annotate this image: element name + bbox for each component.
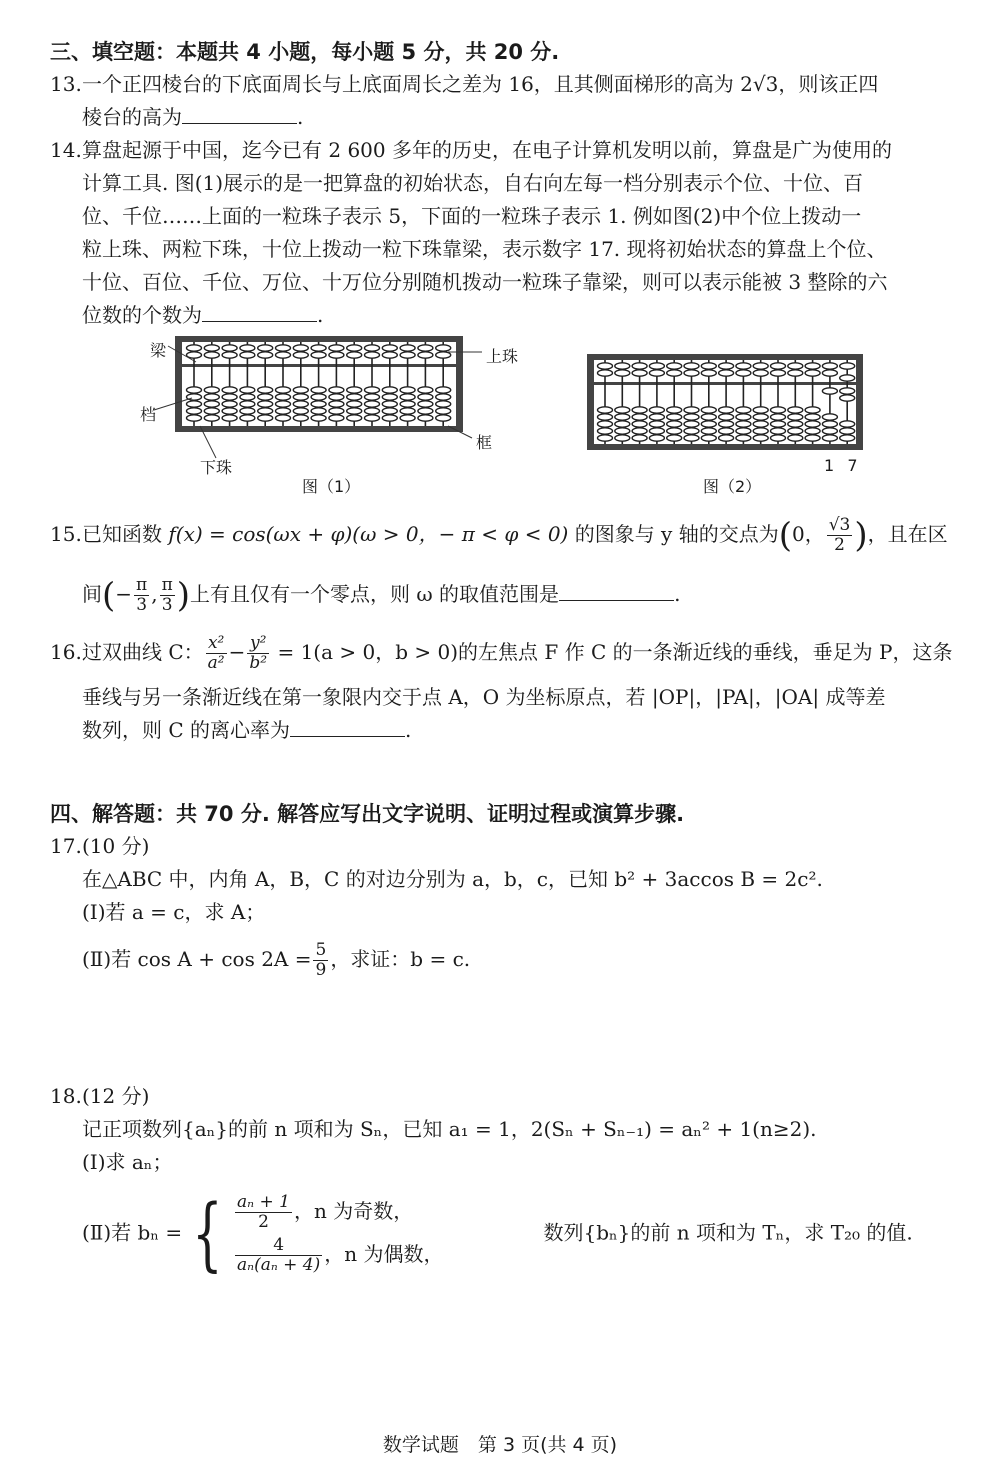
label-upper-bead: 上珠 bbox=[486, 347, 519, 366]
q14-line: 十位、百位、千位、万位、十万位分别随机拨动一粒珠子靠梁，则可以表示能被 3 整除的六 bbox=[82, 270, 888, 294]
abacus-bead bbox=[632, 435, 647, 441]
abacus-bead bbox=[365, 387, 380, 393]
abacus-bead bbox=[187, 408, 202, 414]
abacus-bead bbox=[258, 401, 273, 407]
abacus-bead bbox=[347, 401, 362, 407]
abacus-bead bbox=[276, 387, 291, 393]
abacus-bead bbox=[840, 388, 855, 394]
abacus-bead bbox=[365, 415, 380, 421]
abacus-bead bbox=[615, 370, 630, 376]
abacus-bead bbox=[805, 407, 820, 413]
abacus-bead bbox=[649, 435, 664, 441]
abacus-bead bbox=[736, 428, 751, 434]
question-number: 14. bbox=[50, 138, 82, 162]
abacus-bead bbox=[293, 352, 308, 358]
abacus-bead bbox=[436, 387, 451, 393]
abacus-bead bbox=[667, 421, 682, 427]
q17-part2: (Ⅱ)若 cos A + cos 2A = bbox=[82, 947, 312, 971]
abacus-bead bbox=[788, 370, 803, 376]
fraction-sqrt3-over-2: $\frac{√3}{2}$ bbox=[828, 515, 851, 555]
abacus-bead bbox=[649, 363, 664, 369]
abacus-bead bbox=[719, 435, 734, 441]
abacus-bead bbox=[701, 407, 716, 413]
question-number: 13. bbox=[50, 72, 82, 96]
abacus-bead bbox=[329, 394, 344, 400]
abacus-bead bbox=[840, 421, 855, 427]
abacus-bead bbox=[311, 415, 326, 421]
abacus-bead bbox=[382, 345, 397, 351]
q16-line2: 垂线与另一条渐近线在第一象限内交于点 A，O 为坐标原点，若 |OP|，|PA|，|OA| 成等差 bbox=[82, 685, 886, 709]
abacus-bead bbox=[684, 370, 699, 376]
abacus-bead bbox=[276, 352, 291, 358]
abacus-bead bbox=[719, 407, 734, 413]
abacus-bead bbox=[822, 370, 837, 376]
q16-text: = 1(a > 0，b > 0)的左焦点 F 作 C 的一条渐近线的垂线，垂足为 P，这条 bbox=[271, 640, 953, 664]
abacus-bead bbox=[418, 401, 433, 407]
label-lower-bead: 下珠 bbox=[200, 458, 233, 477]
q16-period: . bbox=[405, 718, 412, 742]
abacus-bead bbox=[736, 363, 751, 369]
abacus-bead bbox=[649, 414, 664, 420]
question-number: 16. bbox=[50, 640, 82, 664]
section-title-problems: 四、解答题：共 70 分. 解答应写出文字说明、证明过程或演算步骤. bbox=[50, 802, 685, 826]
q15-point-x: 0， bbox=[791, 522, 825, 546]
abacus-bead bbox=[771, 421, 786, 427]
abacus-bead bbox=[788, 414, 803, 420]
abacus-bead bbox=[204, 352, 219, 358]
abacus-bead bbox=[736, 414, 751, 420]
abacus-bead bbox=[436, 345, 451, 351]
abacus-bead bbox=[204, 401, 219, 407]
abacus-bead bbox=[719, 363, 734, 369]
abacus-bead bbox=[187, 415, 202, 421]
abacus-bead bbox=[365, 408, 380, 414]
abacus-bead bbox=[788, 363, 803, 369]
abacus-bead bbox=[187, 401, 202, 407]
abacus-bead bbox=[365, 401, 380, 407]
abacus-bead bbox=[311, 401, 326, 407]
abacus-bead bbox=[276, 345, 291, 351]
abacus-bead bbox=[276, 408, 291, 414]
abacus-bead bbox=[382, 415, 397, 421]
abacus-bead bbox=[632, 363, 647, 369]
abacus-bead bbox=[204, 394, 219, 400]
abacus-bead bbox=[311, 387, 326, 393]
abacus-bead bbox=[753, 414, 768, 420]
abacus-bead bbox=[382, 352, 397, 358]
answer-blank[interactable] bbox=[202, 303, 317, 322]
abacus-bead bbox=[719, 421, 734, 427]
abacus-bead bbox=[329, 408, 344, 414]
abacus-bead bbox=[667, 370, 682, 376]
abacus-bead bbox=[788, 407, 803, 413]
abacus-bead bbox=[418, 387, 433, 393]
abacus-bead bbox=[436, 352, 451, 358]
abacus-bead bbox=[276, 415, 291, 421]
abacus-bead bbox=[258, 415, 273, 421]
abacus-bead bbox=[840, 375, 855, 381]
abacus-bead bbox=[771, 407, 786, 413]
abacus-bead bbox=[187, 352, 202, 358]
abacus-bead bbox=[684, 421, 699, 427]
abacus-bead bbox=[258, 408, 273, 414]
abacus-bead bbox=[293, 408, 308, 414]
abacus-bead bbox=[187, 387, 202, 393]
piecewise-definition: { $\frac{\text{aₙ + 1}}{2}$ ，n 为奇数， $\frac{4}{\text{aₙ(aₙ + 4)}}$ ，n 为偶数， bbox=[192, 1187, 444, 1280]
abacus-bead bbox=[222, 345, 237, 351]
q18-score: (12 分) bbox=[82, 1084, 150, 1108]
abacus-bead bbox=[187, 345, 202, 351]
abacus-bead bbox=[347, 394, 362, 400]
abacus-bead bbox=[329, 352, 344, 358]
abacus-bead bbox=[222, 415, 237, 421]
q14-period: . bbox=[317, 303, 324, 327]
abacus-bead bbox=[598, 435, 613, 441]
answer-blank[interactable] bbox=[182, 105, 297, 124]
abacus-bead bbox=[753, 428, 768, 434]
abacus-bead bbox=[632, 421, 647, 427]
abacus-bead bbox=[840, 395, 855, 401]
abacus-bead bbox=[822, 421, 837, 427]
abacus-bead bbox=[684, 428, 699, 434]
abacus-bead bbox=[258, 394, 273, 400]
question-number: 18. bbox=[50, 1084, 82, 1108]
abacus-bead bbox=[649, 428, 664, 434]
abacus-bead bbox=[753, 370, 768, 376]
label-beam: 梁 bbox=[150, 341, 167, 360]
abacus-bead bbox=[736, 435, 751, 441]
abacus-bead bbox=[822, 414, 837, 420]
abacus-bead bbox=[805, 414, 820, 420]
abacus-bead bbox=[311, 408, 326, 414]
abacus-bead bbox=[805, 435, 820, 441]
abacus-bead bbox=[222, 408, 237, 414]
q16-text: 数列，则 C 的离心率为 bbox=[82, 718, 291, 742]
abacus-bead bbox=[240, 401, 255, 407]
abacus-bead bbox=[771, 414, 786, 420]
abacus-bead bbox=[222, 387, 237, 393]
abacus-bead bbox=[805, 363, 820, 369]
abacus-bead bbox=[632, 370, 647, 376]
q15-function: f(x) = cos(ωx + φ)(ω > 0，− π < φ < 0) bbox=[168, 522, 569, 546]
fraction-pi-over-3: $\frac{\pi}{3}$ bbox=[136, 574, 148, 615]
abacus-bead bbox=[701, 435, 716, 441]
q14-line: 计算工具. 图(1)展示的是一把算盘的初始状态，自右向左每一档分别表示个位、十位、百 bbox=[82, 171, 864, 195]
abacus-bead bbox=[436, 401, 451, 407]
question-17 bbox=[50, 830, 968, 980]
abacus-bead bbox=[204, 408, 219, 414]
abacus-bead bbox=[382, 401, 397, 407]
abacus-bead bbox=[684, 435, 699, 441]
abacus-bead bbox=[240, 408, 255, 414]
abacus-bead bbox=[204, 415, 219, 421]
label-rod: 档 bbox=[140, 405, 157, 424]
abacus-bead bbox=[667, 407, 682, 413]
abacus-bead bbox=[436, 408, 451, 414]
q13-line1: 一个正四棱台的下底面周长与上底面周长之差为 16，且其侧面梯形的高为 2√3，则该正四 bbox=[82, 72, 879, 96]
abacus-bead bbox=[240, 345, 255, 351]
abacus-bead bbox=[258, 352, 273, 358]
abacus-bead bbox=[822, 428, 837, 434]
abacus-bead bbox=[240, 415, 255, 421]
q15-period: . bbox=[674, 581, 681, 606]
figure-2-caption: 图（2） bbox=[703, 477, 762, 496]
abacus-bead bbox=[684, 414, 699, 420]
case-even: $\frac{4}{\text{aₙ(aₙ + 4)}}$ ，n 为偶数， bbox=[237, 1235, 444, 1275]
q13-line2: 棱台的高为 bbox=[82, 105, 182, 129]
answer-blank[interactable] bbox=[559, 582, 674, 601]
q14-line: 算盘起源于中国，迄今已有 2 600 多年的历史，在电子计算机发明以前，算盘是广为使用的 bbox=[82, 138, 892, 162]
abacus-bead bbox=[258, 345, 273, 351]
abacus-bead bbox=[329, 345, 344, 351]
abacus-bead bbox=[382, 387, 397, 393]
abacus-bead bbox=[382, 408, 397, 414]
question-number: 15. bbox=[50, 522, 82, 546]
abacus-bead bbox=[667, 363, 682, 369]
fraction-x2-over-a2: $\frac{\text{x²}}{\text{a²}}$ bbox=[207, 633, 225, 673]
abacus-bead bbox=[736, 421, 751, 427]
abacus-bead bbox=[788, 428, 803, 434]
fraction-5-over-9: $\frac{5}{9}$ bbox=[315, 940, 327, 980]
question-18 bbox=[50, 1080, 968, 1279]
abacus-bead bbox=[418, 415, 433, 421]
abacus-bead bbox=[222, 394, 237, 400]
abacus-bead bbox=[293, 415, 308, 421]
abacus-bead bbox=[684, 363, 699, 369]
abacus-bead bbox=[276, 401, 291, 407]
abacus-bead bbox=[400, 394, 415, 400]
abacus-bead bbox=[667, 435, 682, 441]
abacus-bead bbox=[418, 352, 433, 358]
abacus-bead bbox=[311, 352, 326, 358]
abacus-bead bbox=[771, 370, 786, 376]
q15-text: 间 bbox=[82, 581, 102, 606]
abacus-bead bbox=[436, 415, 451, 421]
abacus-bead bbox=[615, 435, 630, 441]
abacus-bead bbox=[615, 414, 630, 420]
q18-part1: (Ⅰ)求 aₙ； bbox=[82, 1150, 173, 1174]
q14-last-line: 位数的个数为 bbox=[82, 303, 202, 327]
abacus-bead bbox=[667, 428, 682, 434]
abacus-bead bbox=[649, 407, 664, 413]
q15-text: ，且在区 bbox=[867, 522, 948, 546]
abacus-bead bbox=[400, 345, 415, 351]
abacus-bead bbox=[684, 407, 699, 413]
abacus-bead bbox=[632, 414, 647, 420]
abacus-bead bbox=[347, 352, 362, 358]
abacus-bead bbox=[667, 414, 682, 420]
abacus-bead bbox=[222, 401, 237, 407]
abacus-bead bbox=[418, 345, 433, 351]
abacus-bead bbox=[840, 363, 855, 369]
abacus-bead bbox=[598, 407, 613, 413]
fraction-y2-over-b2: $\frac{\text{y²}}{\text{b²}}$ bbox=[249, 633, 268, 673]
abacus-bead bbox=[347, 415, 362, 421]
abacus-bead bbox=[840, 428, 855, 434]
figure-2-digits: 1 7 bbox=[824, 456, 859, 475]
abacus-bead bbox=[771, 435, 786, 441]
figure-1-caption: 图（1） bbox=[302, 477, 361, 496]
abacus-bead bbox=[400, 352, 415, 358]
abacus-bead bbox=[329, 387, 344, 393]
abacus-bead bbox=[736, 370, 751, 376]
abacus-bead bbox=[311, 394, 326, 400]
abacus-bead bbox=[347, 345, 362, 351]
q17-stem: 在△ABC 中，内角 A，B，C 的对边分别为 a，b，c，已知 b² + 3accos B = 2c². bbox=[82, 867, 823, 891]
abacus-bead bbox=[598, 414, 613, 420]
abacus-bead bbox=[753, 421, 768, 427]
abacus-bead bbox=[788, 421, 803, 427]
q18-stem: 记正项数列{aₙ}的前 n 项和为 Sₙ，已知 a₁ = 1，2(Sₙ + Sₙ₋₁) = aₙ² + 1(n≥2). bbox=[82, 1117, 817, 1141]
abacus-bead bbox=[276, 394, 291, 400]
abacus-bead bbox=[204, 387, 219, 393]
abacus-bead bbox=[701, 363, 716, 369]
fraction-pi-over-3: $\frac{\pi}{3}$ bbox=[161, 574, 173, 615]
q18-part2: (Ⅱ)若 bₙ = bbox=[82, 1220, 183, 1245]
abacus-bead bbox=[400, 415, 415, 421]
q13-period: . bbox=[297, 105, 304, 129]
abacus-bead bbox=[382, 394, 397, 400]
abacus-bead bbox=[632, 407, 647, 413]
q17-score: (10 分) bbox=[82, 834, 150, 858]
q15-text: 已知函数 bbox=[82, 522, 169, 546]
abacus-bead bbox=[240, 387, 255, 393]
abacus-bead bbox=[771, 363, 786, 369]
abacus-bead bbox=[418, 394, 433, 400]
abacus-bead bbox=[736, 407, 751, 413]
q18-part2-end: 数列{bₙ}的前 n 项和为 Tₙ，求 T₂₀ 的值. bbox=[543, 1220, 913, 1245]
abacus-bead bbox=[753, 363, 768, 369]
abacus-bead bbox=[347, 408, 362, 414]
question-15: 15.已知函数 f(x) = cos(ωx + φ)(ω > 0，− π < φ < 0) 的图象与 y 轴的交点为(0， $\frac{√3}{2}$ )，且在区 间(− $\frac{\pi}{3}$ , $\frac{\pi}{3}$ )上有且仅有一个零点，则 ω 的取值范围是 . bbox=[50, 515, 948, 615]
abacus-bead bbox=[649, 421, 664, 427]
abacus-bead bbox=[400, 387, 415, 393]
abacus-bead bbox=[400, 401, 415, 407]
abacus-bead bbox=[615, 363, 630, 369]
section-title-fill-in: 三、填空题：本题共 4 小题，每小题 5 分，共 20 分. bbox=[50, 40, 560, 64]
q15-text: 的图象与 y 轴的交点为 bbox=[568, 522, 779, 546]
abacus-bead bbox=[805, 370, 820, 376]
abacus-bead bbox=[719, 370, 734, 376]
abacus-bead bbox=[418, 408, 433, 414]
abacus-bead bbox=[222, 352, 237, 358]
abacus-bead bbox=[293, 387, 308, 393]
answer-blank[interactable] bbox=[290, 718, 405, 737]
abacus-bead bbox=[293, 401, 308, 407]
abacus-bead bbox=[598, 363, 613, 369]
abacus-bead bbox=[822, 435, 837, 441]
abacus-bead bbox=[615, 407, 630, 413]
abacus-bead bbox=[701, 414, 716, 420]
abacus-bead bbox=[649, 370, 664, 376]
q15-text: 上有且仅有一个零点，则 ω 的取值范围是 bbox=[190, 581, 560, 606]
abacus-bead bbox=[400, 408, 415, 414]
question-13 bbox=[50, 68, 968, 134]
abacus-bead bbox=[719, 428, 734, 434]
q17-part2-end: ，求证：b = c. bbox=[330, 947, 471, 971]
abacus-bead bbox=[258, 387, 273, 393]
abacus-bead bbox=[615, 428, 630, 434]
abacus-figure-2 bbox=[585, 350, 875, 460]
abacus-bead bbox=[598, 428, 613, 434]
abacus-bead bbox=[598, 421, 613, 427]
abacus-bead bbox=[701, 421, 716, 427]
q14-line: 粒上珠、两粒下珠，十位上拨动一粒下珠靠梁，表示数字 17. 现将初始状态的算盘上个位、 bbox=[82, 237, 887, 261]
page-footer: 数学试题 第 3 页(共 4 页) bbox=[382, 1434, 618, 1456]
abacus-bead bbox=[240, 352, 255, 358]
abacus-bead bbox=[788, 435, 803, 441]
abacus-bead bbox=[805, 428, 820, 434]
abacus-bead bbox=[719, 414, 734, 420]
abacus-bead bbox=[365, 352, 380, 358]
label-frame: 框 bbox=[476, 433, 493, 452]
abacus-bead bbox=[701, 370, 716, 376]
abacus-bead bbox=[329, 415, 344, 421]
abacus-bead bbox=[753, 407, 768, 413]
q14-line: 位、千位……上面的一粒珠子表示 5，下面的一粒珠子表示 1. 例如图(2)中个位上拨动一 bbox=[82, 204, 862, 228]
abacus-bead bbox=[701, 428, 716, 434]
case-odd: $\frac{\text{aₙ + 1}}{2}$ ，n 为奇数， bbox=[237, 1192, 414, 1232]
abacus-bead bbox=[204, 345, 219, 351]
abacus-bead bbox=[632, 428, 647, 434]
abacus-bead bbox=[805, 421, 820, 427]
question-number: 17. bbox=[50, 834, 82, 858]
abacus-bead bbox=[329, 401, 344, 407]
abacus-bead bbox=[822, 363, 837, 369]
abacus-bead bbox=[598, 370, 613, 376]
abacus-bead bbox=[365, 394, 380, 400]
abacus-bead bbox=[365, 345, 380, 351]
abacus-bead bbox=[436, 394, 451, 400]
abacus-bead bbox=[822, 388, 837, 394]
abacus-bead bbox=[240, 394, 255, 400]
q17-part1: (Ⅰ)若 a = c，求 A； bbox=[82, 900, 266, 924]
abacus-bead bbox=[615, 421, 630, 427]
q16-text: 过双曲线 C： bbox=[82, 640, 204, 664]
abacus-bead bbox=[311, 345, 326, 351]
question-16: 16.过双曲线 C： $\frac{\text{x²}}{\text{a²}}$ − $\frac{\text{y²}}{\text{b²}}$ = 1(a > 0，b > 0)的左焦点 F 作 C 的一条渐近线的垂线，垂足为 P，这条 垂线与另一条渐近线在第一象限内交于点 A，O 为坐标原点，若 |OP|，|PA|，|OA| 成等差 数列，则 C 的离心率为 . bbox=[50, 632, 968, 747]
question-14 bbox=[50, 134, 968, 332]
abacus-bead bbox=[293, 345, 308, 351]
abacus-bead bbox=[347, 387, 362, 393]
abacus-bead bbox=[753, 435, 768, 441]
abacus-bead bbox=[293, 394, 308, 400]
abacus-bead bbox=[771, 428, 786, 434]
abacus-bead bbox=[840, 435, 855, 441]
